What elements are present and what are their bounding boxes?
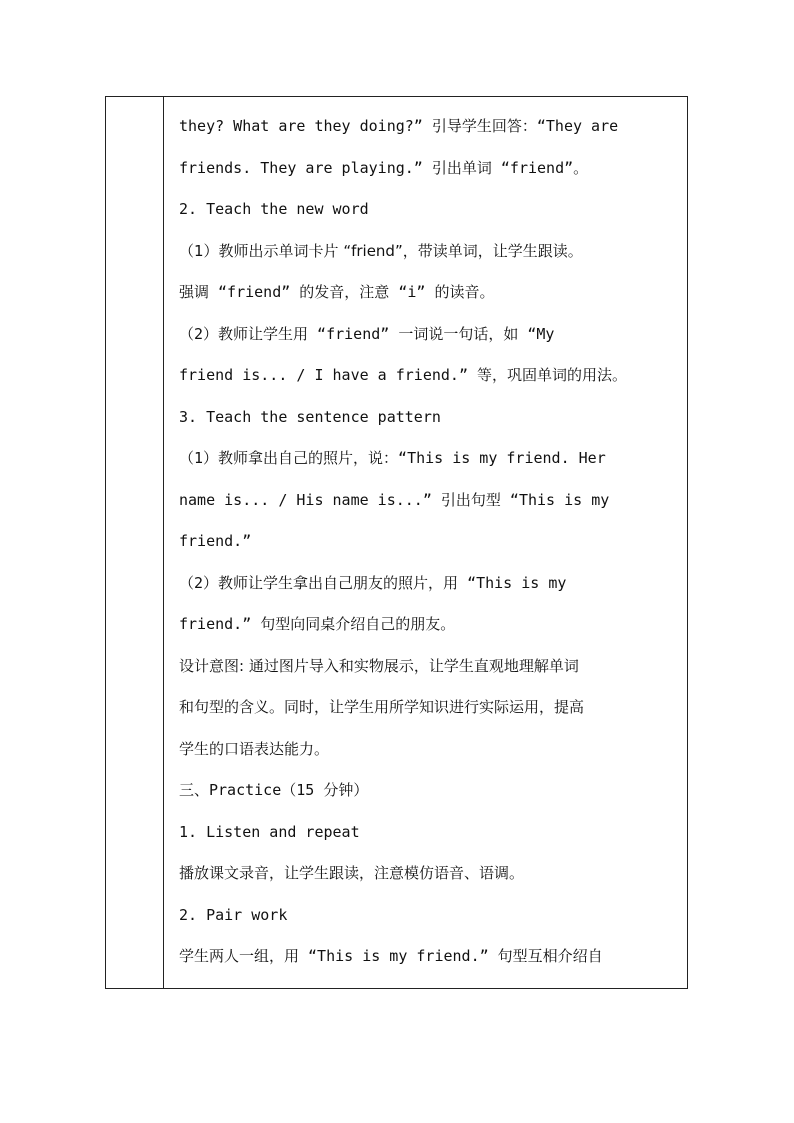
step-heading-listen-repeat: 1. Listen and repeat <box>179 822 360 841</box>
section-heading-practice: 三、Practice（15 分钟） <box>179 781 369 799</box>
text-line-19: 播放课文录音，让学生跟读，注意模仿语音、语调。 <box>179 864 525 882</box>
text-line-9: （1）教师拿出自己的照片，说：“This is my friend. Her <box>179 449 606 467</box>
step-heading-pair-work: 2. Pair work <box>179 905 288 924</box>
text-line-7: friend is... / I have a friend.” 等，巩固单词的用法。 <box>179 366 628 384</box>
text-line-2: friends. They are playing.” 引出单词 “friend”。 <box>179 158 589 177</box>
text-line-5: 强调 “friend” 的发音，注意 “i” 的读音。 <box>179 283 495 301</box>
text-line-6: （2）教师让学生用 “friend” 一词说一句话，如 “My <box>179 324 555 343</box>
design-intent-line-2: 和句型的含义。同时，让学生用所学知识进行实际运用，提高 <box>179 698 585 716</box>
text-line-4: （1）教师出示单词卡片 “friend”，带读单词，让学生跟读。 <box>179 241 583 260</box>
design-intent-line-1: 设计意图: 通过图片导入和实物展示，让学生直观地理解单词 <box>179 656 579 675</box>
text-line-10: name is... / His name is...” 引出句型 “This is my <box>179 490 610 509</box>
lesson-plan-table <box>105 96 688 989</box>
step-heading-teach-new-word: 2. Teach the new word <box>179 200 369 218</box>
table-left-column-cell <box>106 97 164 988</box>
text-line-12: （2）教师让学生拿出自己朋友的照片，用 “This is my <box>179 573 567 592</box>
text-line-21: 学生两人一组，用 “This is my friend.” 句型互相介绍自 <box>179 947 603 965</box>
design-intent-line-3: 学生的口语表达能力。 <box>179 739 330 758</box>
table-content-cell <box>164 97 687 988</box>
text-line-1: they? What are they doing?” 引导学生回答：“They are <box>179 117 619 135</box>
text-line-11: friend.” <box>179 532 252 550</box>
step-heading-teach-sentence-pattern: 3. Teach the sentence pattern <box>179 407 441 426</box>
text-line-13: friend.” 句型向同桌介绍自己的朋友。 <box>179 615 456 633</box>
